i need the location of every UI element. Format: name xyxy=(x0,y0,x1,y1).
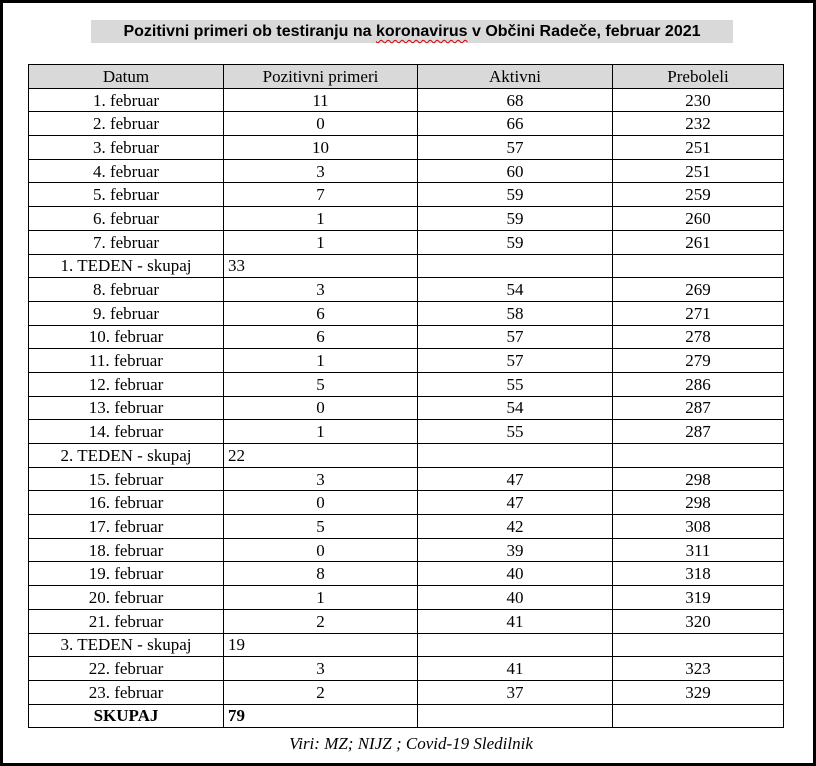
datum-cell: 23. februar xyxy=(29,680,224,704)
pozitivni-cell: 5 xyxy=(224,515,418,539)
table-row xyxy=(29,657,784,681)
preboleli-cell: 230 xyxy=(613,88,784,112)
datum-cell: 1. februar xyxy=(29,88,224,112)
preboleli-cell xyxy=(613,633,784,657)
preboleli-cell: 278 xyxy=(613,325,784,349)
preboleli-cell: 323 xyxy=(613,657,784,681)
pozitivni-cell: 3 xyxy=(224,657,418,681)
table-row xyxy=(29,609,784,633)
aktivni-cell: 59 xyxy=(418,183,613,207)
datum-cell: 15. februar xyxy=(29,467,224,491)
table-row xyxy=(29,420,784,444)
preboleli-cell xyxy=(613,444,784,468)
table-row xyxy=(29,491,784,515)
pozitivni-cell: 1 xyxy=(224,420,418,444)
table-row xyxy=(29,562,784,586)
pozitivni-cell: 1 xyxy=(224,207,418,231)
pozitivni-cell: 5 xyxy=(224,372,418,396)
preboleli-cell: 269 xyxy=(613,278,784,302)
preboleli-cell: 271 xyxy=(613,301,784,325)
aktivni-cell: 42 xyxy=(418,515,613,539)
aktivni-cell: 37 xyxy=(418,680,613,704)
preboleli-cell: 320 xyxy=(613,609,784,633)
title-flagged-word: koronavirus xyxy=(375,23,468,40)
pozitivni-cell: 0 xyxy=(224,112,418,136)
pozitivni-cell: 10 xyxy=(224,136,418,160)
title-text-end: v Občini Radeče, februar 2021 xyxy=(467,23,701,40)
datum-cell: 8. februar xyxy=(29,278,224,302)
datum-cell: 16. februar xyxy=(29,491,224,515)
preboleli-cell: 319 xyxy=(613,586,784,610)
aktivni-cell: 39 xyxy=(418,538,613,562)
pozitivni-cell: 0 xyxy=(224,538,418,562)
datum-cell: 4. februar xyxy=(29,159,224,183)
datum-cell: 18. februar xyxy=(29,538,224,562)
preboleli-cell: 287 xyxy=(613,420,784,444)
datum-cell: 10. februar xyxy=(29,325,224,349)
document-title xyxy=(91,20,733,43)
aktivni-cell: 68 xyxy=(418,88,613,112)
aktivni-cell: 59 xyxy=(418,230,613,254)
preboleli-cell: 232 xyxy=(613,112,784,136)
pozitivni-cell: 2 xyxy=(224,680,418,704)
datum-cell: 1. TEDEN - skupaj xyxy=(29,254,224,278)
pozitivni-cell: 6 xyxy=(224,301,418,325)
aktivni-cell: 60 xyxy=(418,159,613,183)
title-text-start: Pozitivni primeri ob testiranju na xyxy=(123,23,376,40)
datum-cell: 3. februar xyxy=(29,136,224,160)
pozitivni-cell: 2 xyxy=(224,609,418,633)
preboleli-cell: 251 xyxy=(613,136,784,160)
datum-cell: 7. februar xyxy=(29,230,224,254)
header-pozitivni-primeri: Pozitivni primeri xyxy=(224,65,418,89)
preboleli-cell: 261 xyxy=(613,230,784,254)
datum-cell: 21. februar xyxy=(29,609,224,633)
week-subtotal-row xyxy=(29,444,784,468)
table-row xyxy=(29,183,784,207)
datum-cell: 2. TEDEN - skupaj xyxy=(29,444,224,468)
table-row xyxy=(29,349,784,373)
preboleli-cell: 260 xyxy=(613,207,784,231)
table-row xyxy=(29,467,784,491)
header-datum: Datum xyxy=(29,65,224,89)
table-row xyxy=(29,278,784,302)
preboleli-cell: 308 xyxy=(613,515,784,539)
preboleli-cell: 287 xyxy=(613,396,784,420)
aktivni-cell xyxy=(418,704,613,728)
aktivni-cell xyxy=(418,633,613,657)
pozitivni-cell: 3 xyxy=(224,278,418,302)
table-row xyxy=(29,396,784,420)
datum-cell: 13. februar xyxy=(29,396,224,420)
aktivni-cell: 59 xyxy=(418,207,613,231)
table-row xyxy=(29,515,784,539)
preboleli-cell: 259 xyxy=(613,183,784,207)
aktivni-cell: 41 xyxy=(418,657,613,681)
table-header-row xyxy=(29,65,784,89)
table-row xyxy=(29,301,784,325)
table-body xyxy=(29,88,784,728)
pozitivni-cell: 8 xyxy=(224,562,418,586)
table-row xyxy=(29,230,784,254)
aktivni-cell: 41 xyxy=(418,609,613,633)
preboleli-cell: 311 xyxy=(613,538,784,562)
table-row xyxy=(29,586,784,610)
table-row xyxy=(29,325,784,349)
aktivni-cell: 57 xyxy=(418,349,613,373)
datum-cell: 17. februar xyxy=(29,515,224,539)
datum-cell: 6. februar xyxy=(29,207,224,231)
aktivni-cell: 40 xyxy=(418,586,613,610)
aktivni-cell xyxy=(418,254,613,278)
table-row xyxy=(29,88,784,112)
aktivni-cell: 55 xyxy=(418,420,613,444)
week-subtotal-row xyxy=(29,633,784,657)
pozitivni-cell: 19 xyxy=(224,633,418,657)
pozitivni-cell: 3 xyxy=(224,467,418,491)
table-row xyxy=(29,207,784,231)
pozitivni-cell: 1 xyxy=(224,230,418,254)
preboleli-cell: 329 xyxy=(613,680,784,704)
aktivni-cell: 47 xyxy=(418,467,613,491)
aktivni-cell: 54 xyxy=(418,396,613,420)
table-row xyxy=(29,112,784,136)
pozitivni-cell: 6 xyxy=(224,325,418,349)
pozitivni-cell: 1 xyxy=(224,349,418,373)
table-row xyxy=(29,680,784,704)
aktivni-cell: 40 xyxy=(418,562,613,586)
datum-cell: 3. TEDEN - skupaj xyxy=(29,633,224,657)
pozitivni-cell: 79 xyxy=(224,704,418,728)
preboleli-cell: 298 xyxy=(613,467,784,491)
aktivni-cell xyxy=(418,444,613,468)
preboleli-cell xyxy=(613,704,784,728)
pozitivni-cell: 22 xyxy=(224,444,418,468)
datum-cell: SKUPAJ xyxy=(29,704,224,728)
table-row xyxy=(29,159,784,183)
preboleli-cell: 318 xyxy=(613,562,784,586)
table-row xyxy=(29,136,784,160)
preboleli-cell: 279 xyxy=(613,349,784,373)
datum-cell: 19. februar xyxy=(29,562,224,586)
source-note: Viri: MZ; NIJZ ; Covid-19 Sledilnik xyxy=(289,734,533,753)
table-row xyxy=(29,538,784,562)
aktivni-cell: 57 xyxy=(418,136,613,160)
datum-cell: 5. februar xyxy=(29,183,224,207)
covid-cases-table xyxy=(28,64,784,728)
datum-cell: 22. februar xyxy=(29,657,224,681)
pozitivni-cell: 0 xyxy=(224,396,418,420)
pozitivni-cell: 3 xyxy=(224,159,418,183)
datum-cell: 2. februar xyxy=(29,112,224,136)
grand-total-row xyxy=(29,704,784,728)
week-subtotal-row xyxy=(29,254,784,278)
datum-cell: 9. februar xyxy=(29,301,224,325)
datum-cell: 11. februar xyxy=(29,349,224,373)
preboleli-cell: 298 xyxy=(613,491,784,515)
datum-cell: 20. februar xyxy=(29,586,224,610)
preboleli-cell: 251 xyxy=(613,159,784,183)
datum-cell: 12. februar xyxy=(29,372,224,396)
header-preboleli: Preboleli xyxy=(613,65,784,89)
aktivni-cell: 47 xyxy=(418,491,613,515)
datum-cell: 14. februar xyxy=(29,420,224,444)
preboleli-cell: 286 xyxy=(613,372,784,396)
header-aktivni: Aktivni xyxy=(418,65,613,89)
aktivni-cell: 54 xyxy=(418,278,613,302)
aktivni-cell: 57 xyxy=(418,325,613,349)
aktivni-cell: 58 xyxy=(418,301,613,325)
aktivni-cell: 55 xyxy=(418,372,613,396)
pozitivni-cell: 11 xyxy=(224,88,418,112)
table-row xyxy=(29,372,784,396)
pozitivni-cell: 0 xyxy=(224,491,418,515)
pozitivni-cell: 1 xyxy=(224,586,418,610)
aktivni-cell: 66 xyxy=(418,112,613,136)
preboleli-cell xyxy=(613,254,784,278)
pozitivni-cell: 33 xyxy=(224,254,418,278)
pozitivni-cell: 7 xyxy=(224,183,418,207)
